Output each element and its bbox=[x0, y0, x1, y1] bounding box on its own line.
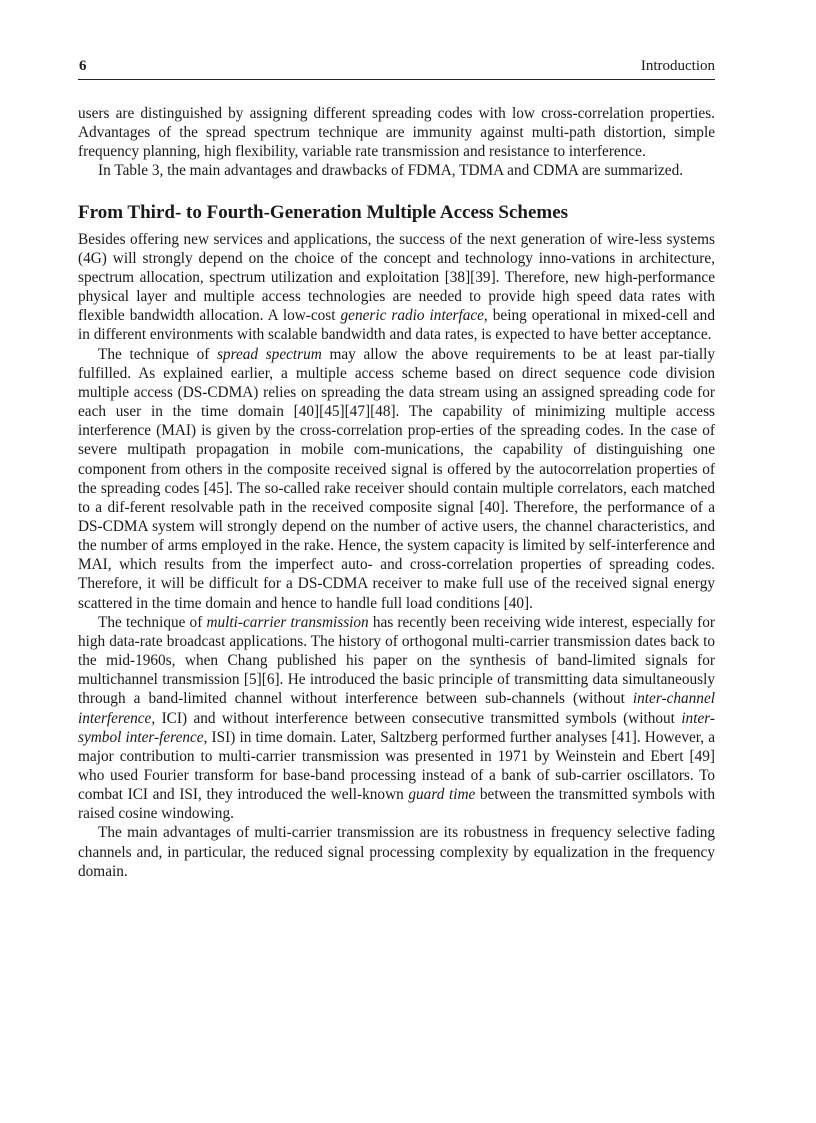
text-span: , being operational in mixed-cell and in different environments with scalable bandwidth and data rates, is expected to have better acceptance. bbox=[78, 307, 715, 344]
italic-term: multi-carrier transmission bbox=[206, 613, 369, 631]
italic-term: generic radio interface bbox=[340, 307, 484, 325]
paragraph-5 bbox=[78, 613, 715, 824]
paragraph-2: In Table 3, the main advantages and drawbacks of FDMA, TDMA and CDMA are summarized. bbox=[98, 162, 684, 180]
running-header bbox=[78, 57, 715, 80]
paragraph-1: users are distinguished by assigning different spreading codes with low cross-correlation properties. Advantages of the spread spectrum technique are immunity against multi-path distortion, simple frequency planning, high flexibility, variable rate transmission and resistance to interference. bbox=[78, 105, 715, 161]
text-span: The technique of bbox=[98, 613, 207, 631]
text-span: , ICI) and without interference between consecutive transmitted symbols (without bbox=[151, 709, 682, 727]
paragraph-4 bbox=[78, 345, 715, 613]
paragraph-3 bbox=[78, 230, 715, 345]
text-span: between the transmitted symbols with raised cosine windowing. bbox=[78, 786, 715, 823]
text-span: Besides offering new services and applications, the success of the next generation of wire-less systems (4G) will strongly depend on the choice of the concept and technology inno-vations in architecture, spectrum allocation, spectrum utilization and exploitation [38][39]. Therefore, new high-performance physical layer and multiple access technologies are needed to provide high speed data rates with flexible bandwidth allocation. A low-cost bbox=[78, 230, 715, 325]
italic-term: spread spectrum bbox=[216, 345, 322, 363]
page-number: 6 bbox=[79, 58, 87, 74]
body-text bbox=[78, 104, 715, 881]
text-span: The technique of bbox=[98, 345, 217, 363]
italic-term: inter-symbol inter-ference bbox=[78, 709, 715, 746]
paragraph-6: The main advantages of multi-carrier transmission are its robustness in frequency selective fading channels and, in particular, the reduced signal processing complexity by equalization in the frequency domain. bbox=[78, 824, 715, 880]
italic-term: guard time bbox=[408, 786, 476, 804]
italic-term: inter-channel interference bbox=[78, 690, 715, 727]
text-span: , ISI) in time domain. Later, Saltzberg performed further analyses [41]. However, a major contribution to multi-carrier transmission was presented in 1971 by Weinstein and Ebert [49] who used Fourier transform for base-band processing instead of a bank of sub-carrier oscillators. To combat ICI and ISI, they introduced the well-known bbox=[78, 728, 715, 804]
text-span: has recently been receiving wide interest, especially for high data-rate broadcast applications. The history of orthogonal multi-carrier transmission dates back to the mid-1960s, when Chang published his paper on the synthesis of band-limited signals for multichannel transmission [5][6]. He introduced the basic principle of transmitting data simultaneously through a band-limited channel without interference between sub-channels (without bbox=[78, 613, 716, 708]
section-heading: From Third- to Fourth-Generation Multiple Access Schemes bbox=[78, 201, 569, 223]
text-span: may allow the above requirements to be at least par-tially fulfilled. As explained earlier, a multiple access scheme based on direct sequence code division multiple access (DS-CDMA) relies on spreading the data stream using an assigned spreading code for each user in the time domain [40][45][47][48]. The capability of minimizing multiple access interference (MAI) is given by the cross-correlation prop-erties of the spreading codes. In the case of severe multipath propagation in mobile com-munications, the capability of distinguishing one component from others in the composite received signal is offered by the autocorrelation properties of the spreading codes [45]. The so-called rake receiver should contain multiple correlators, each matched to a dif-ferent resolvable path in the received composite signal [40]. Therefore, the performance of a DS-CDMA system will strongly depend on the number of active users, the channel characteristics, and the number of arms employed in the rake. Hence, the system capacity is limited by self-interference and MAI, which results from the imperfect auto- and cross-correlation properties of spreading codes. Therefore, it will be difficult for a DS-CDMA receiver to make full use of the received signal energy scattered in the time domain and hence to handle full load conditions [40]. bbox=[78, 345, 715, 612]
chapter-title: Introduction bbox=[640, 58, 715, 74]
